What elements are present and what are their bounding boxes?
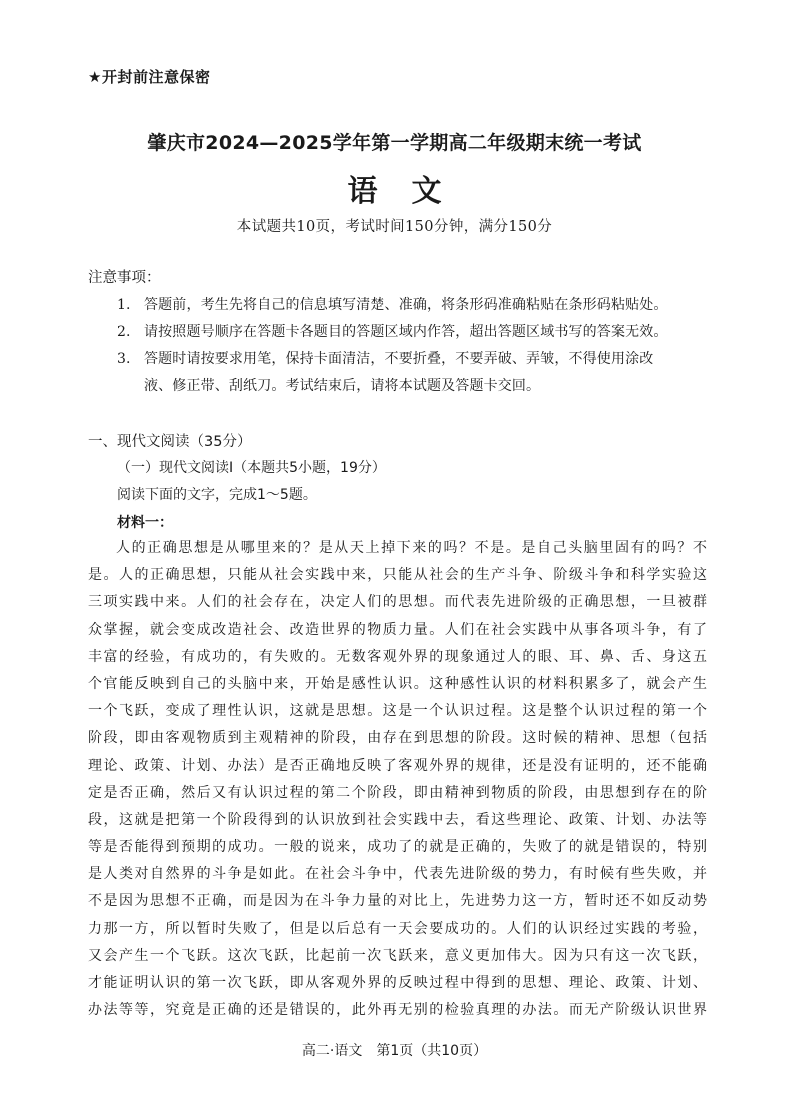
passage-line: 段，这就是把第一个阶段得到的认识放到社会实践中去，看这些理论、政策、计划、办法等	[88, 811, 707, 828]
passage-line: 定是否正确，然后又有认识过程的第二个阶段，即由精神到物质的阶段，由思想到存在的阶	[88, 784, 707, 801]
passage-line: 众掌握，就会变成改造社会、改造世界的物质力量。人们在社会实践中从事各项斗争，有了	[88, 621, 707, 638]
material-label: 材料一：	[117, 515, 173, 531]
section-heading: 一、现代文阅读（35分）	[88, 434, 252, 450]
passage-line: 等是否能得到预期的成功。一般的说来，成功了的就是正确的，失败了的就是错误的，特别	[88, 839, 707, 856]
note-text: 请按照题号顺序在答题卡各题目的答题区域内作答，超出答题区域书写的答案无效。	[144, 324, 668, 340]
passage-line: 是。人的正确思想，只能从社会实践中来，只能从社会的生产斗争、阶级斗争和科学实验这	[88, 567, 707, 584]
notes-heading: 注意事项：	[88, 270, 161, 286]
exam-title: 肇庆市2024—2025学年第一学期高二年级期末统一考试	[147, 132, 642, 154]
exam-info: 本试题共10页，考试时间150分钟，满分150分	[236, 219, 553, 235]
subsection-heading: （一）现代文阅读Ⅰ（本题共5小题，19分）	[117, 460, 386, 476]
passage-line: 丰富的经验，有成功的，有失败的。无数客观外界的现象通过人的眼、耳、鼻、舌、身这五	[88, 648, 707, 665]
note-item	[117, 319, 717, 346]
passage-line: 阶段，即由客观物质到主观精神的阶段，由存在到思想的阶段。这时候的精神、思想（包括	[88, 730, 707, 747]
note-item	[117, 346, 717, 400]
passage-line: 人的正确思想是从哪里来的？是从天上掉下来的吗？不是。是自己头脑里固有的吗？不	[116, 540, 707, 556]
note-text: 答题时请按要求用笔，保持卡面清洁，不要折叠，不要弄破、弄皱，不得使用涂改	[144, 351, 654, 367]
note-number: 3.	[117, 351, 131, 367]
note-number: 2.	[117, 324, 131, 340]
page-footer: 高二·语文 第1页（共10页）	[301, 1043, 488, 1059]
passage-line: 是人类对自然界的斗争是如此。在社会斗争中，代表先进阶级的势力，有时候有些失败，并	[88, 866, 707, 883]
note-text: 液、修正带、刮纸刀。考试结束后，请将本试题及答题卡交回。	[144, 378, 541, 394]
confidential-notice: ★开封前注意保密	[88, 68, 211, 86]
passage-line: 三项实践中来。人们的社会存在，决定人们的思想。而代表先进阶级的正确思想，一旦被群	[88, 594, 707, 611]
passage-line: 个官能反映到自己的头脑中来，开始是感性认识。这种感性认识的材料积累多了，就会产生	[88, 675, 707, 692]
note-item	[117, 292, 717, 319]
passage-line: 又会产生一个飞跃。这次飞跃，比起前一次飞跃来，意义更加伟大。因为只有这一次飞跃，	[88, 947, 707, 964]
passage-line: 一个飞跃，变成了理性认识，这就是思想。这是一个认识过程。这是整个认识过程的第一个	[88, 703, 707, 720]
passage-line: 办法等等，究竟是正确的还是错误的，此外再无别的检验真理的办法。而无产阶级认识世界	[88, 1002, 707, 1019]
passage-line: 理论、政策、计划、办法）是否正确地反映了客观外界的规律，还是没有证明的，还不能确	[88, 757, 707, 774]
note-number: 1.	[117, 297, 131, 313]
passage-line: 才能证明认识的第一次飞跃，即从客观外界的反映过程中得到的思想、理论、政策、计划、	[88, 975, 707, 991]
reading-instruction: 阅读下面的文字，完成1～5题。	[117, 487, 317, 503]
passage-line: 力那一方，所以暂时失败了，但是以后总有一天会要成功的。人们的认识经过实践的考验，	[88, 920, 707, 937]
note-text: 答题前，考生先将自己的信息填写清楚、准确，将条形码准确粘贴在条形码粘贴处。	[144, 297, 668, 313]
subject-title: 语文	[347, 174, 476, 209]
passage-line: 不是因为思想不正确，而是因为在斗争力量的对比上，先进势力这一方，暂时还不如反动势	[88, 893, 707, 910]
passage-text	[88, 535, 707, 1024]
notes-list	[117, 292, 717, 400]
